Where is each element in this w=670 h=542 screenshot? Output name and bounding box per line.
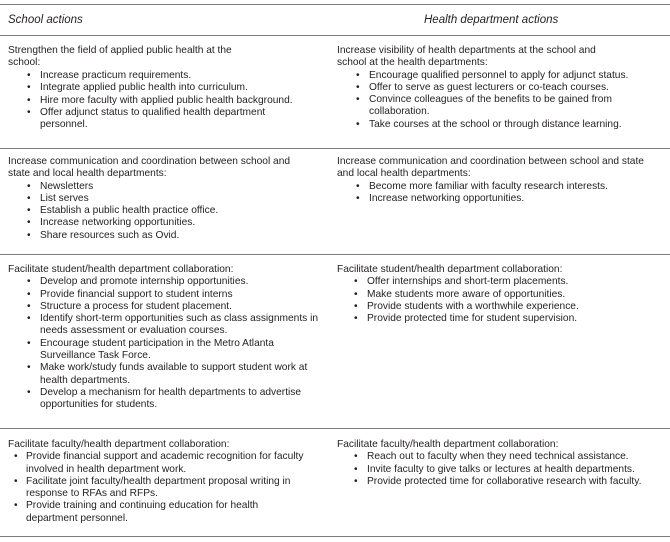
list-item: • Make work/study funds available to support student work at health departments. bbox=[8, 362, 330, 387]
list-item: • Encourage student participation in the Metro Atlanta Surveillance Task Force. bbox=[8, 338, 330, 363]
school-row-1 bbox=[8, 45, 240, 70]
health-row-3-lead: Facilitate student/health department collaboration: bbox=[337, 264, 563, 275]
list-item: • Develop a mechanism for health departments to advertise opportunities for students. bbox=[8, 387, 350, 412]
list-item: • Develop and promote internship opportunities. bbox=[8, 276, 330, 288]
health-row-1-lead: Increase visibility of health departments at the school and school at the health departments: bbox=[337, 45, 596, 69]
list-item: • Provide students with a worthwhile experience. bbox=[337, 301, 667, 313]
list-item: • Invite faculty to give talks or lectures at health departments. bbox=[337, 464, 667, 476]
school-row-1-list bbox=[8, 70, 330, 131]
list-item: • Provide training and continuing education for health department personnel. bbox=[8, 500, 296, 525]
table-bottom-rule bbox=[0, 536, 670, 537]
list-item: • Structure a process for student placement. bbox=[8, 301, 330, 313]
list-item: • Offer adjunct status to qualified health department personnel. bbox=[8, 107, 300, 132]
list-item: • Offer internships and short-term placements. bbox=[337, 276, 667, 288]
list-item: • Encourage qualified personnel to apply for adjunct status. bbox=[337, 70, 670, 82]
list-item: • Increase practicum requirements. bbox=[8, 70, 330, 82]
list-item: • Integrate applied public health into curriculum. bbox=[8, 82, 330, 94]
health-row-3 bbox=[337, 264, 667, 325]
list-item: • Provide protected time for collaborative research with faculty. bbox=[337, 476, 667, 488]
list-item: • Identify short-term opportunities such as class assignments in needs assessment or evaluation courses. bbox=[8, 313, 330, 338]
row-rule-3 bbox=[0, 428, 670, 429]
school-row-1-lead: Strengthen the field of applied public health at the school: bbox=[8, 45, 232, 69]
school-row-4-lead: Facilitate faculty/health department collaboration: bbox=[8, 439, 230, 450]
list-item: • Provide financial support to student interns bbox=[8, 289, 330, 301]
health-department-actions-header: Health department actions bbox=[424, 14, 559, 26]
school-actions-header: School actions bbox=[8, 14, 83, 26]
school-row-2 bbox=[8, 156, 330, 242]
school-row-3 bbox=[8, 264, 330, 412]
health-row-4-lead: Facilitate faculty/health department collaboration: bbox=[337, 439, 559, 450]
school-row-3-lead: Facilitate student/health department collaboration: bbox=[8, 264, 234, 275]
list-item: • Become more familiar with faculty research interests. bbox=[337, 181, 667, 193]
list-item: • Make students more aware of opportunities. bbox=[337, 289, 667, 301]
list-item: • Facilitate joint faculty/health department proposal writing in response to RFAs and RFPs. bbox=[8, 476, 326, 501]
row-rule-2 bbox=[0, 254, 670, 255]
list-item: • Share resources such as Ovid. bbox=[8, 230, 330, 242]
row-rule-1 bbox=[0, 148, 670, 149]
list-item: • Reach out to faculty when they need technical assistance. bbox=[337, 451, 667, 463]
list-item: • Increase networking opportunities. bbox=[8, 217, 330, 229]
header-rule bbox=[0, 35, 670, 36]
list-item: • Hire more faculty with applied public health background. bbox=[8, 95, 330, 107]
list-item: • Increase networking opportunities. bbox=[337, 193, 667, 205]
school-row-2-lead: Increase communication and coordination between school and state and local health departments: bbox=[8, 156, 291, 180]
health-row-4 bbox=[337, 439, 667, 488]
list-item: • Newsletters bbox=[8, 181, 330, 193]
school-row-4 bbox=[8, 439, 330, 525]
health-row-2-lead: Increase communication and coordination between school and state and local health departments: bbox=[337, 156, 644, 180]
list-item: • Convince colleagues of the benefits to be gained from collaboration. bbox=[337, 94, 659, 119]
health-row-2 bbox=[337, 156, 667, 205]
list-item: • Establish a public health practice office. bbox=[8, 205, 330, 217]
list-item: • List serves bbox=[8, 193, 330, 205]
list-item: • Take courses at the school or through distance learning. bbox=[337, 119, 670, 131]
list-item: • Provide financial support and academic recognition for faculty involved in health department work. bbox=[8, 451, 308, 476]
list-item: • Offer to serve as guest lecturers or co-teach courses. bbox=[337, 82, 670, 94]
health-row-1 bbox=[337, 45, 627, 131]
table-top-rule bbox=[0, 4, 670, 5]
list-item: • Provide protected time for student supervision. bbox=[337, 313, 667, 325]
